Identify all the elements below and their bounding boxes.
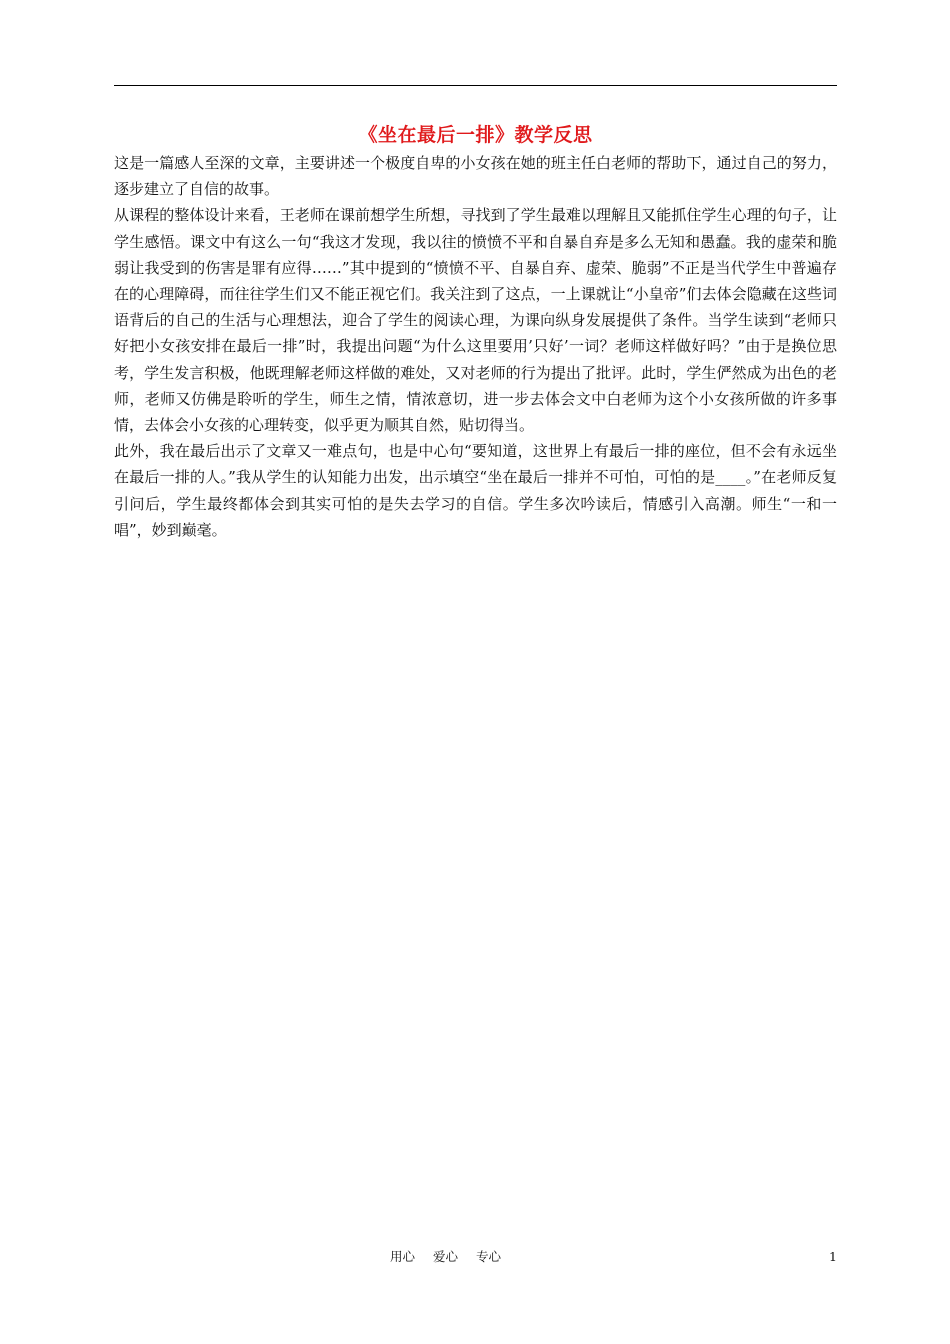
- paragraph-course-design: 从课程的整体设计来看，王老师在课前想学生所想，寻找到了学生最难以理解且又能抓住学生心理的句子，让学生感悟。课文中有这么一句“我这才发现，我以往的愤愤不平和自暴自弃是多么无知和愚蠢。我的虚荣和脆弱让我受到的伤害是罪有应得……”其中提到的“愤愤不平、自暴自弃、虚荣、脆弱”不正是当代学生中普遍存在的心理障碍，而往往学生们又不能正视它们。我关注到了这点，一上课就让“小皇帝”们去体会隐藏在这些词语背后的自己的生活与心理想法，迎合了学生的阅读心理，为课向纵身发展提供了条件。当学生读到“老师只好把小女孩安排在最后一排”时，我提出问题“为什么这里要用’只好’一词？老师这样做好吗？”由于是换位思考，学生发言积极，他既理解老师这样做的难处，又对老师的行为提出了批评。此时，学生俨然成为出色的老师，老师又仿佛是聆听的学生，师生之情，情浓意切，进一步去体会文中白老师为这个小女孩所做的许多事情，去体会小女孩的心理转变，似乎更为顺其自然，贴切得当。: [114, 206, 837, 435]
- footer-motto: 用心 爱心 专心: [390, 1249, 501, 1264]
- paragraph-conclusion: 此外，我在最后出示了文章又一难点句，也是中心句“要知道，这世界上有最后一排的座位，但不会有永远坐在最后一排的人。”我从学生的认知能力出发，出示填空“坐在最后一排并不可怕，可怕的是____。”在老师反复引问后，学生最终都体会到其实可怕的是失去学习的自信。学生多次吟读后，情感引入高潮。师生“一和一唱”，妙到巅毫。: [114, 442, 837, 539]
- document-body: [114, 150, 837, 543]
- paragraph-intro: 这是一篇感人至深的文章，主要讲述一个极度自卑的小女孩在她的班主任白老师的帮助下，通过自己的努力，逐步建立了自信的故事。: [114, 154, 837, 199]
- page-number: 1: [829, 1249, 837, 1264]
- header-rule: [114, 85, 837, 86]
- document-title: 《坐在最后一排》教学反思: [358, 124, 593, 146]
